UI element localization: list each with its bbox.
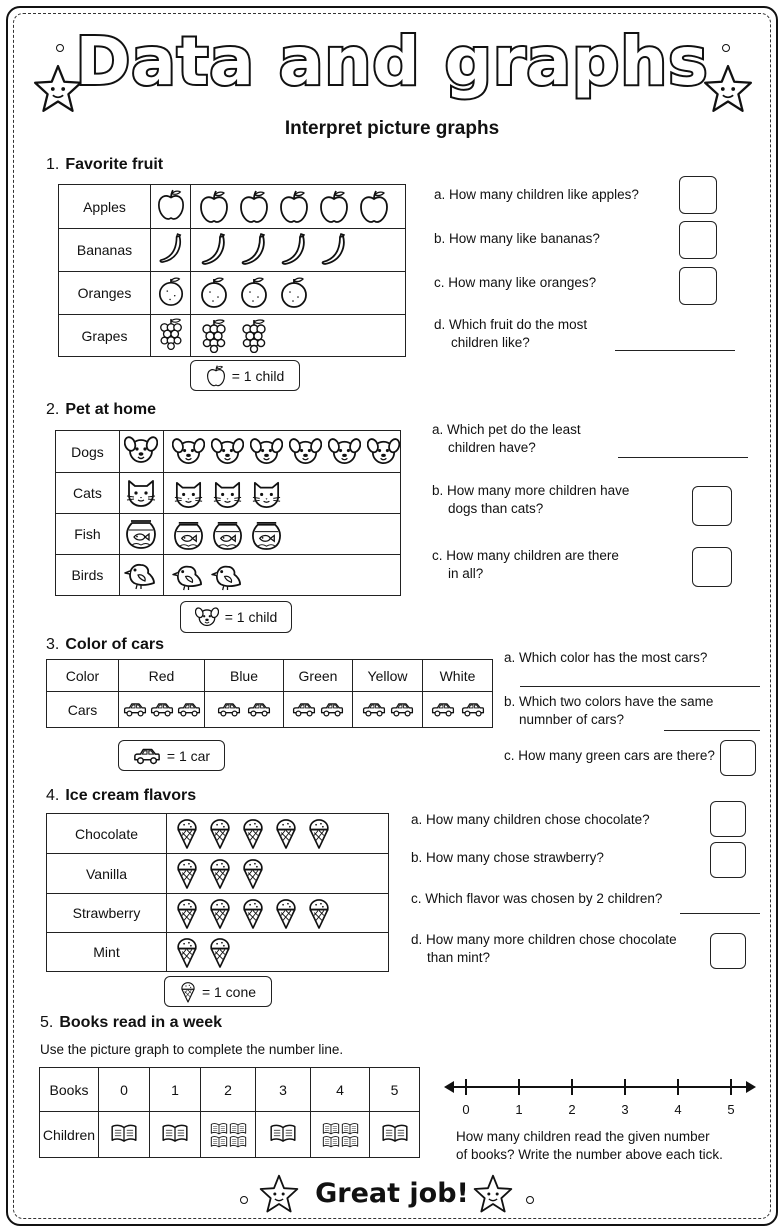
question-1a: a. How many children like apples? <box>434 187 639 202</box>
ice-cream-cone-icon <box>175 897 199 930</box>
car-icon <box>247 701 271 718</box>
row-label: Vanilla <box>47 854 167 894</box>
book-stack <box>201 1122 255 1148</box>
row-label: Grapes <box>59 315 151 357</box>
answer-box[interactable] <box>720 740 756 776</box>
row-label: Cats <box>56 473 120 514</box>
star-icon <box>258 1174 300 1214</box>
graph-key <box>118 740 225 771</box>
ice-cream-picture-graph <box>46 813 389 972</box>
section-3-title: 3. Color of cars <box>46 636 165 653</box>
fish-bowl-icon <box>172 518 205 551</box>
dog-icon <box>289 435 322 468</box>
answer-box[interactable] <box>710 801 746 837</box>
orange-icon <box>279 276 309 310</box>
graph-key <box>190 360 300 391</box>
ice-cream-cone-icon <box>208 936 232 969</box>
question-3a: a. Which color has the most cars? <box>504 650 708 665</box>
book-icon <box>229 1122 247 1135</box>
tick-label: 2 <box>568 1102 576 1117</box>
question-3c: c. How many green cars are there? <box>504 748 715 763</box>
cat-icon <box>124 475 158 509</box>
car-icon <box>123 701 147 718</box>
car-icon <box>431 701 455 718</box>
tick-label: 3 <box>621 1102 629 1117</box>
books-count: 3 <box>256 1068 311 1112</box>
ice-cream-cone-icon <box>175 817 199 850</box>
grapes-icon <box>239 319 269 353</box>
cat-icon <box>211 477 244 510</box>
star-icon <box>472 1174 514 1214</box>
question-4b: b. How many chose strawberry? <box>411 850 604 865</box>
orange-icon <box>199 276 229 310</box>
answer-line[interactable] <box>680 913 760 914</box>
dog-icon <box>195 605 219 629</box>
car-icon <box>150 701 174 718</box>
car-icon <box>217 701 241 718</box>
answer-line[interactable] <box>615 350 735 351</box>
fish-bowl-icon <box>211 518 244 551</box>
book-icon <box>322 1135 340 1148</box>
car-icon <box>461 701 485 718</box>
section-1-title: 1. Favorite fruit <box>46 156 164 173</box>
ice-cream-cone-icon <box>307 897 331 930</box>
book-icon <box>110 1123 138 1143</box>
apple-icon <box>206 365 226 387</box>
row-label: Chocolate <box>47 814 167 854</box>
book-icon <box>381 1123 409 1143</box>
car-icon <box>390 701 414 718</box>
section-4-title: 4. Ice cream flavors <box>46 787 197 804</box>
page-subtitle: Interpret picture graphs <box>284 118 500 139</box>
key-label: = 1 car <box>166 747 211 764</box>
graph-key <box>180 601 292 633</box>
answer-box[interactable] <box>679 221 717 259</box>
fish-bowl-icon <box>124 516 158 550</box>
cat-icon <box>250 477 283 510</box>
books-count: 0 <box>99 1068 150 1112</box>
footer-great-job: Great job! <box>315 1178 469 1209</box>
ice-cream-cone-icon <box>241 817 265 850</box>
book-icon <box>229 1135 247 1148</box>
cars-picture-graph <box>46 659 493 728</box>
banana-icon <box>319 233 349 267</box>
ice-cream-cone-icon <box>307 817 331 850</box>
car-icon <box>177 701 201 718</box>
number-line <box>442 1074 762 1100</box>
question-2a: a. Which pet do the least children have? <box>432 422 581 455</box>
color-header: Green <box>284 660 353 692</box>
ice-cream-cone-icon <box>241 857 265 890</box>
apple-icon <box>199 190 229 224</box>
book-icon <box>161 1123 189 1143</box>
key-label: = 1 child <box>231 367 285 384</box>
books-picture-graph <box>39 1067 420 1158</box>
tick-label: 4 <box>674 1102 682 1117</box>
banana-icon <box>279 233 309 267</box>
apple-icon <box>279 190 309 224</box>
row-label: Fish <box>56 514 120 555</box>
answer-line[interactable] <box>664 730 760 731</box>
banana-icon <box>239 233 269 267</box>
color-header: White <box>423 660 493 692</box>
answer-box[interactable] <box>679 267 717 305</box>
decorative-dot <box>240 1196 248 1204</box>
tick-label: 0 <box>462 1102 470 1117</box>
ice-cream-cone-icon <box>274 897 298 930</box>
book-icon <box>210 1135 228 1148</box>
graph-key <box>164 976 272 1007</box>
question-4a: a. How many children chose chocolate? <box>411 812 650 827</box>
dog-icon <box>211 435 244 468</box>
apple-icon <box>319 190 349 224</box>
row-label: Oranges <box>59 272 151 315</box>
grapes-icon <box>199 319 229 353</box>
answer-box[interactable] <box>710 842 746 878</box>
answer-box[interactable] <box>679 176 717 214</box>
tick-label: 5 <box>727 1102 735 1117</box>
section-5-title: 5. Books read in a week <box>40 1014 223 1031</box>
fish-bowl-icon <box>250 518 283 551</box>
dog-icon <box>367 435 400 468</box>
question-1c: c. How many like oranges? <box>434 275 597 290</box>
answer-box[interactable] <box>710 933 746 969</box>
header-label: Color <box>47 660 119 692</box>
row-label: Birds <box>56 555 120 596</box>
dog-icon <box>250 435 283 468</box>
row-label: Apples <box>59 185 151 229</box>
tick-label: 1 <box>515 1102 523 1117</box>
fruit-picture-graph <box>58 184 406 357</box>
answer-box[interactable] <box>692 547 732 587</box>
books-count: 5 <box>370 1068 420 1112</box>
row-label: Children <box>40 1112 99 1158</box>
row-label: Dogs <box>56 431 120 473</box>
dog-icon <box>172 435 205 468</box>
ice-cream-cone-icon <box>274 817 298 850</box>
ice-cream-cone-icon <box>241 897 265 930</box>
question-2c: c. How many children are there in all? <box>432 548 619 581</box>
grapes-icon <box>157 318 185 350</box>
answer-box[interactable] <box>692 486 732 526</box>
bird-icon <box>124 557 158 591</box>
cat-icon <box>172 477 205 510</box>
book-icon <box>269 1123 297 1143</box>
answer-line[interactable] <box>618 457 748 458</box>
dog-icon <box>328 435 361 468</box>
ice-cream-cone-icon <box>175 936 199 969</box>
ice-cream-cone-icon <box>175 857 199 890</box>
question-1d: d. Which fruit do the most children like? <box>434 317 588 350</box>
ice-cream-cone-icon <box>180 980 196 1004</box>
book-icon <box>341 1135 359 1148</box>
key-label: = 1 child <box>224 609 278 625</box>
book-icon <box>341 1122 359 1135</box>
book-stack <box>311 1122 369 1148</box>
instruction-text: Use the picture graph to complete the number line. <box>40 1042 344 1057</box>
orange-icon <box>239 276 269 310</box>
color-header: Yellow <box>353 660 423 692</box>
ice-cream-cone-icon <box>208 817 232 850</box>
key-label: = 1 cone <box>201 983 257 1000</box>
row-label: Books <box>40 1068 99 1112</box>
car-icon <box>320 701 344 718</box>
book-icon <box>322 1122 340 1135</box>
apple-icon <box>359 190 389 224</box>
banana-icon <box>157 233 185 265</box>
page-title: Data and graphs <box>75 23 709 100</box>
banana-icon <box>199 233 229 267</box>
bird-icon <box>211 559 244 592</box>
pets-picture-graph <box>55 430 401 596</box>
section-2-title: 2. Pet at home <box>46 401 157 418</box>
color-header: Red <box>119 660 205 692</box>
decorative-dot <box>526 1196 534 1204</box>
color-header: Blue <box>205 660 284 692</box>
ice-cream-cone-icon <box>208 857 232 890</box>
apple-icon <box>239 190 269 224</box>
car-icon <box>362 701 386 718</box>
question-4d: d. How many more children chose chocolate than mint? <box>411 932 677 965</box>
dog-icon <box>124 433 158 467</box>
answer-line[interactable] <box>520 686 760 687</box>
question-4c: c. Which flavor was chosen by 2 children? <box>411 891 663 906</box>
bird-icon <box>172 559 205 592</box>
question-1b: b. How many like bananas? <box>434 231 600 246</box>
number-line-instruction: How many children read the given number of books? Write the number above each tick. <box>456 1129 723 1162</box>
row-label: Cars <box>47 692 119 728</box>
apple-icon <box>157 189 185 221</box>
row-label: Strawberry <box>47 894 167 933</box>
row-label: Bananas <box>59 229 151 272</box>
question-3b: b. Which two colors have the same numnber of cars? <box>504 694 714 727</box>
orange-icon <box>157 276 185 308</box>
question-2b: b. How many more children have dogs than cats? <box>432 483 630 516</box>
book-icon <box>210 1122 228 1135</box>
books-count: 2 <box>201 1068 256 1112</box>
ice-cream-cone-icon <box>208 897 232 930</box>
books-count: 1 <box>150 1068 201 1112</box>
row-label: Mint <box>47 933 167 972</box>
car-icon <box>133 746 161 766</box>
books-count: 4 <box>311 1068 370 1112</box>
car-icon <box>292 701 316 718</box>
